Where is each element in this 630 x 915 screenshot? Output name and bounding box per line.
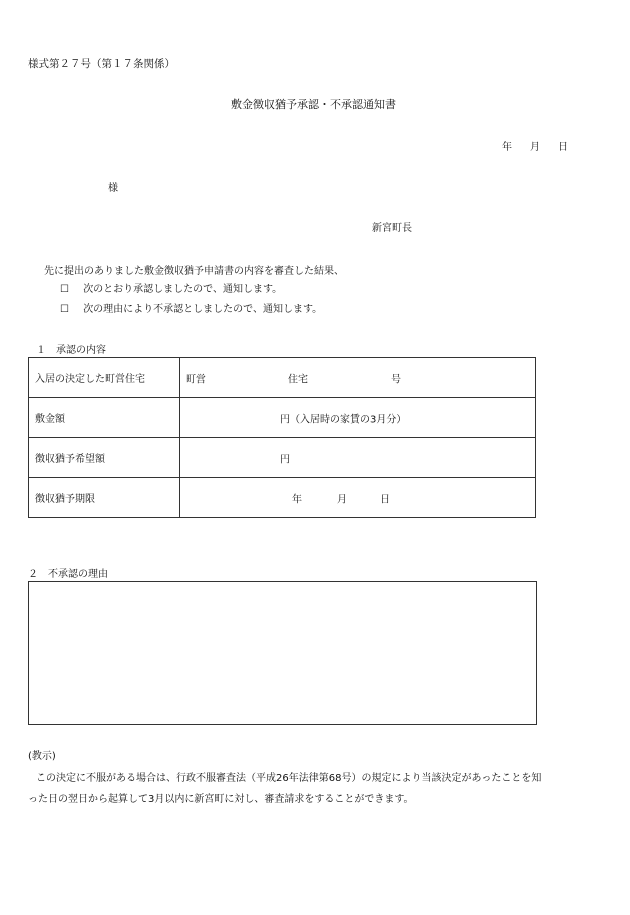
option-text: 次の理由により不承認としましたので、通知します。 [83, 304, 323, 315]
intro-text: 先に提出のありました敷金徴収猶予申請書の内容を審査した結果、 [44, 266, 344, 277]
table-row [29, 398, 536, 438]
row-label: 徴収猶予希望額 [29, 438, 180, 478]
deadline-cell[interactable] [180, 478, 536, 518]
housing-prefix: 町営 [186, 374, 206, 385]
section1-heading: １ 承認の内容 [36, 345, 106, 356]
rejection-reason-box[interactable] [28, 581, 537, 725]
checkbox-icon[interactable]: ☐ [60, 284, 69, 295]
date-month: 月 [530, 142, 540, 153]
section2-heading: ２ 不承認の理由 [28, 569, 108, 580]
deposit-cell[interactable] [180, 398, 536, 438]
issuer: 新宮町長 [372, 223, 412, 234]
form-number: 様式第２７号（第１７条関係） [28, 58, 175, 70]
notice-line-2: った日の翌日から起算して3月以内に新宮町に対し、審査請求をすることができます。 [28, 794, 414, 805]
housing-cell[interactable] [180, 358, 536, 398]
checkbox-icon[interactable]: ☐ [60, 304, 69, 315]
option-rejected [60, 300, 322, 315]
date-day: 日 [558, 142, 568, 153]
deadline-year: 年 [292, 494, 302, 505]
deposit-unit: 円（入居時の家賃の3月分） [280, 414, 407, 425]
table-row [29, 478, 536, 518]
deadline-month: 月 [337, 494, 347, 505]
notice-line-1: この決定に不服がある場合は、行政不服審査法（平成26年法律第68号）の規定により当該決定があったことを知 [36, 773, 542, 784]
housing-middle: 住宅 [288, 374, 308, 385]
addressee-suffix: 様 [108, 183, 118, 194]
date-year: 年 [502, 142, 512, 153]
approval-table [28, 357, 536, 518]
option-text: 次のとおり承認しましたので、通知します。 [83, 284, 283, 295]
row-label: 徴収猶予期限 [29, 478, 180, 518]
notice-heading: (教示) [28, 751, 56, 762]
table-row [29, 358, 536, 398]
document-title: 敷金徴収猶予承認・不承認通知書 [231, 98, 396, 111]
housing-number: 号 [391, 374, 401, 385]
deadline-day: 日 [380, 494, 390, 505]
option-approved [60, 280, 282, 295]
amount-unit: 円 [280, 454, 290, 465]
table-row [29, 438, 536, 478]
requested-amount-cell[interactable] [180, 438, 536, 478]
row-label: 入居の決定した町営住宅 [29, 358, 180, 398]
row-label: 敷金額 [29, 398, 180, 438]
